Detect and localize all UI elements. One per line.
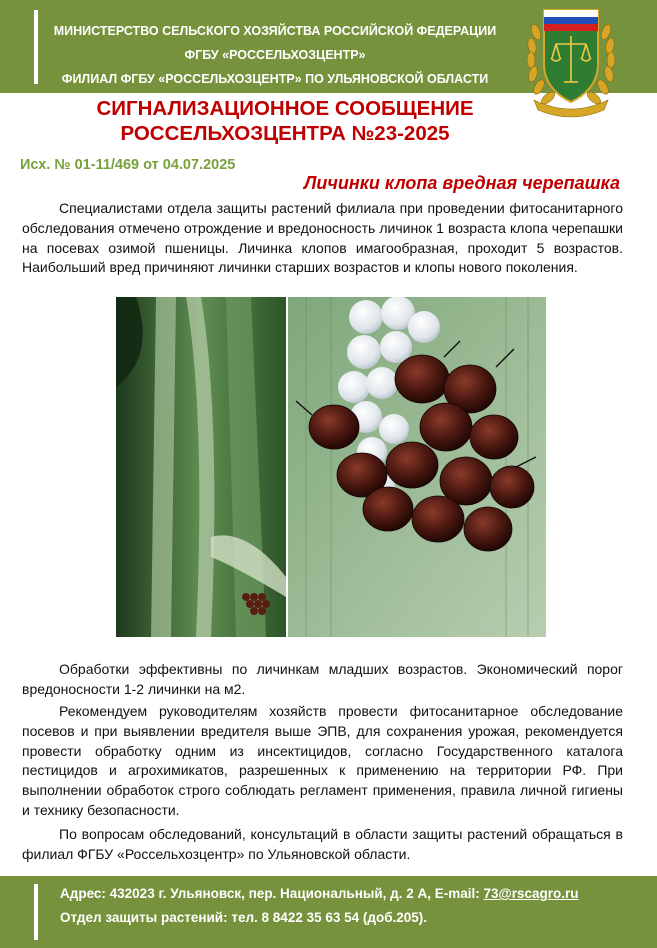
paragraph-observation: Специалистами отдела защиты растений филиала при проведении фитосанитарного обследования отмечено отрождение и вредоносность личинок 1 возраста клопа черепашки на посевах озимой пшеницы. Личинка клопов имагообразная, проходит 5 возрастов. Наибольший вред причиняют личинки старших возрастов и клопы нового поколения. [22,200,623,276]
bulletin-title-line1: СИГНАЛИЗАЦИОННОЕ СООБЩЕНИЕ [96,97,474,120]
bulletin-subject: Личинки клопа вредная черепашка [304,173,620,193]
paragraph-recommendation: Рекомендуем руководителям хозяйств провести фитосанитарное обследование посевов и при выявлении вредителя выше ЭПВ, для сохранения урожая, рекомендуется провести обработку одним из инсектицидов, согласно Государственного каталога пестицидов и агрохимикатов, разрешенных к применению на территории РФ. При выполнении обработок строго соблюдать регламент применения, правила личной гигиены и технику безопасности. [22,703,623,818]
email-link[interactable]: 73@rscagro.ru [483,886,579,901]
footer-accent-bar [34,884,38,940]
header-accent-bar [34,10,38,84]
footer-phone: Отдел защиты растений: тел. 8 8422 35 63 54 (доб.205). [60,910,428,925]
paragraph-threshold: Обработки эффективны по личинкам младших возрастов. Экономический порог вредоносности 1-2 личинки на м2. [22,661,623,697]
footer-address [60,886,579,901]
document-reference: Исх. № 01-11/469 от 04.07.2025 [20,157,236,173]
bulletin-title-line2: РОССЕЛЬХОЗЦЕНТРА №23-2025 [120,122,450,145]
rosselkhozcenter-emblem-icon [512,2,630,120]
bulletin-title [60,96,510,146]
footer-band [0,876,657,948]
footer-address-text: Адрес: 432023 г. Ульяновск, пер. Национальный, д. 2 А, E-mail: [60,886,484,901]
header-organization: ФГБУ «РОССЕЛЬХОЗЦЕНТР» [184,48,366,62]
paragraph-contacts: По вопросам обследований, консультаций в области защиты растений обращаться в филиал ФГБУ «Россельхозцентр» по Ульяновской области. [22,826,623,862]
header-ministry: МИНИСТЕРСТВО СЕЛЬСКОГО ХОЗЯЙСТВА РОССИЙСКОЙ ФЕДЕРАЦИИ [53,24,497,38]
header-branch: ФИЛИАЛ ФГБУ «РОССЕЛЬХОЗЦЕНТР» ПО УЛЬЯНОВСКОЙ ОБЛАСТИ [61,72,489,86]
shield-bug-larvae-photo-icon [116,297,546,637]
header-text [40,19,510,91]
